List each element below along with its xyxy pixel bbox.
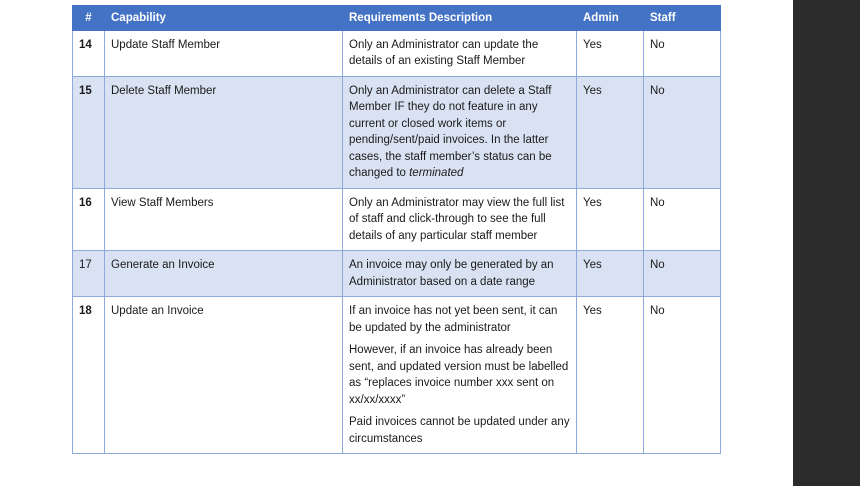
row-admin: Yes <box>577 76 644 188</box>
row-staff: No <box>644 188 721 251</box>
row-capability: View Staff Members <box>105 188 343 251</box>
row-staff: No <box>644 251 721 297</box>
description-emphasis: terminated <box>409 167 464 179</box>
table-row <box>73 76 721 188</box>
header-staff: Staff <box>644 6 721 31</box>
row-admin: Yes <box>577 251 644 297</box>
header-admin: Admin <box>577 6 644 31</box>
row-description <box>343 251 577 297</box>
row-admin: Yes <box>577 297 644 454</box>
header-number: # <box>73 6 105 31</box>
description-paragraph: An invoice may only be generated by an Administrator based on a date range <box>349 259 554 288</box>
row-staff: No <box>644 297 721 454</box>
table-row <box>73 297 721 454</box>
row-staff: No <box>644 76 721 188</box>
description-paragraph: Only an Administrator can update the details of an existing Staff Member <box>349 38 539 67</box>
row-staff: No <box>644 30 721 76</box>
viewer-gutter <box>793 0 860 486</box>
row-description <box>343 188 577 251</box>
row-capability: Delete Staff Member <box>105 76 343 188</box>
row-number: 15 <box>73 76 105 188</box>
table-row <box>73 251 721 297</box>
row-number: 18 <box>73 297 105 454</box>
description-paragraph: If an invoice has not yet been sent, it can be updated by the administrator <box>349 305 558 334</box>
header-capability: Capability <box>105 6 343 31</box>
row-description <box>343 297 577 454</box>
row-admin: Yes <box>577 30 644 76</box>
table-row <box>73 188 721 251</box>
description-text: Only an Administrator can delete a Staff Member IF they do not feature in any current or closed work items or pending/sent/paid invoices. In the latter cases, the staff member’s status can be changed to <box>349 84 552 179</box>
description-paragraph: Only an Administrator may view the full list of staff and click-through to see the full details of any particular staff member <box>349 196 565 242</box>
row-admin: Yes <box>577 188 644 251</box>
description-paragraph <box>349 83 570 182</box>
row-capability: Update an Invoice <box>105 297 343 454</box>
row-description <box>343 30 577 76</box>
header-description: Requirements Description <box>343 6 577 31</box>
row-number: 17 <box>73 251 105 297</box>
table-row <box>73 30 721 76</box>
row-capability: Update Staff Member <box>105 30 343 76</box>
table-header-row <box>73 6 721 31</box>
requirements-table <box>72 5 721 454</box>
description-paragraph: However, if an invoice has already been sent, and updated version must be labelled as “replaces invoice number xxx sent on xx/xx/xxxx” <box>349 344 569 406</box>
row-number: 16 <box>73 188 105 251</box>
row-description <box>343 76 577 188</box>
row-number: 14 <box>73 30 105 76</box>
row-capability: Generate an Invoice <box>105 251 343 297</box>
description-paragraph: Paid invoices cannot be updated under any circumstances <box>349 416 570 445</box>
